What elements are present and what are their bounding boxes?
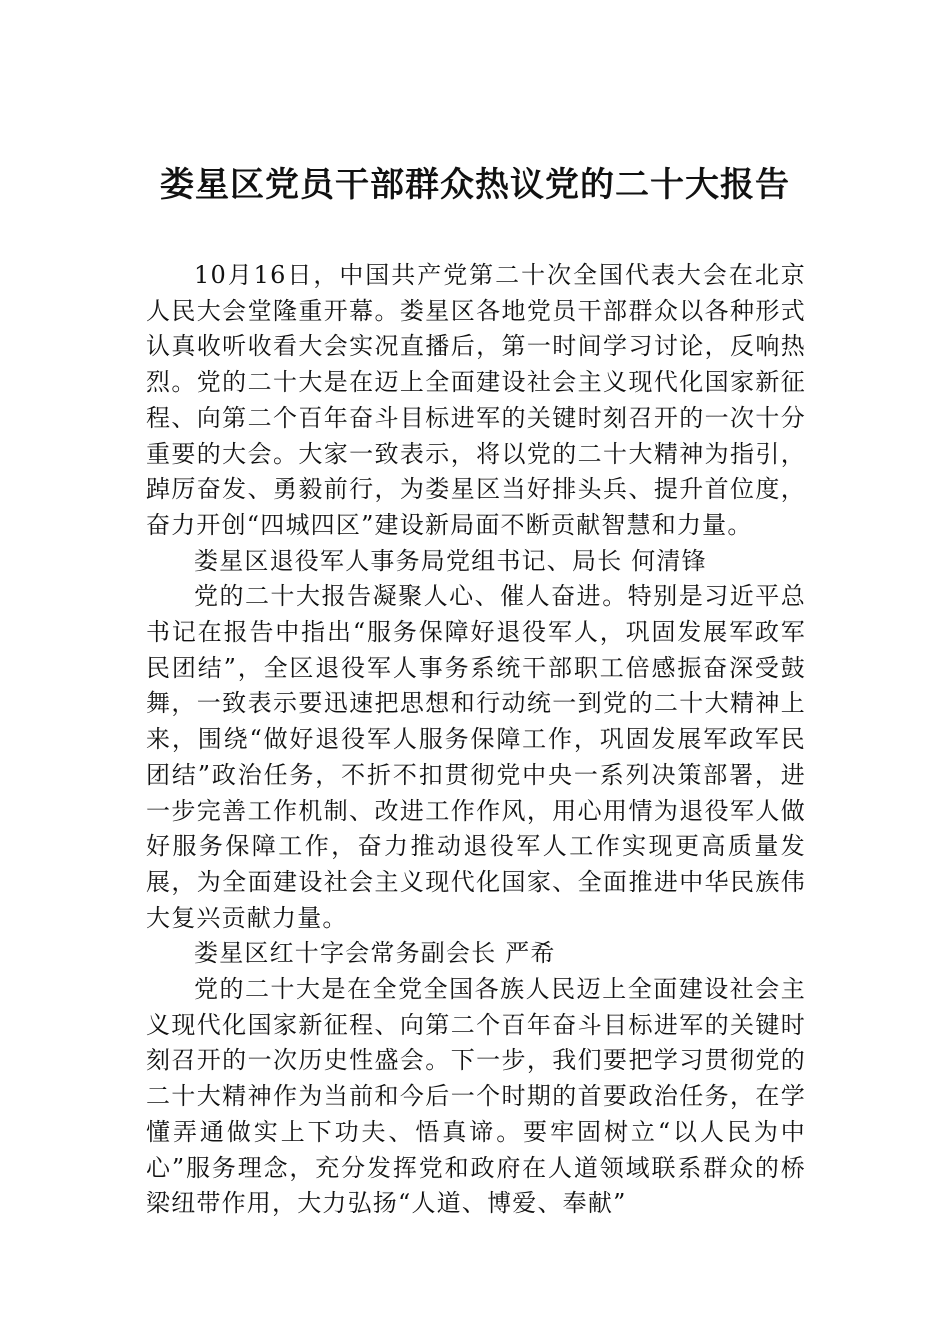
paragraph-intro: 10月16日，中国共产党第二十次全国代表大会在北京人民大会堂隆重开幕。娄星区各地党员干部群众以各种形式认真收听收看大会实况直播后，第一时间学习讨论，反响热烈。党的二十大是在迈上全面建设社会主义现代化国家新征程、向第二个百年奋斗目标进军的关键时刻召开的一次十分重要的大会。大家一致表示，将以党的二十大精神为指引，踔厉奋发、勇毅前行，为娄星区当好排头兵、提升首位度，奋力开创“四城四区”建设新局面不断贡献智慧和力量。	[146, 261, 806, 539]
document-title: 娄星区党员干部群众热议党的二十大报告	[160, 165, 790, 205]
document-body	[146, 258, 806, 1222]
speaker-line-yan-xi: 娄星区红十字会常务副会长 严希	[194, 939, 556, 968]
paragraph-yan-xi-remarks: 党的二十大是在全党全国各族人民迈上全面建设社会主义现代化国家新征程、向第二个百年奋斗目标进军的关键时刻召开的一次历史性盛会。下一步，我们要把学习贯彻党的二十大精神作为当前和今后一个时期的首要政治任务，在学懂弄通做实上下功夫、悟真谛。要牢固树立“以人民为中心”服务理念，充分发挥党和政府在人道领域联系群众的桥梁纽带作用，大力弘扬“人道、博爱、奉献”	[146, 975, 806, 1218]
speaker-line-he-qingfeng: 娄星区退役军人事务局党组书记、局长 何清锋	[194, 546, 707, 575]
paragraph-he-qingfeng-remarks: 党的二十大报告凝聚人心、催人奋进。特别是习近平总书记在报告中指出“服务保障好退役军人，巩固发展军政军民团结”，全区退役军人事务系统干部职工倍感振奋深受鼓舞，一致表示要迅速把思想和行动统一到党的二十大精神上来，围绕“做好退役军人服务保障工作，巩固发展军政军民团结”政治任务，不折不扣贯彻党中央一系列决策部署，进一步完善工作机制、改进工作作风，用心用情为退役军人做好服务保障工作，奋力推动退役军人工作实现更高质量发展，为全面建设社会主义现代化国家、全面推进中华民族伟大复兴贡献力量。	[146, 582, 806, 932]
